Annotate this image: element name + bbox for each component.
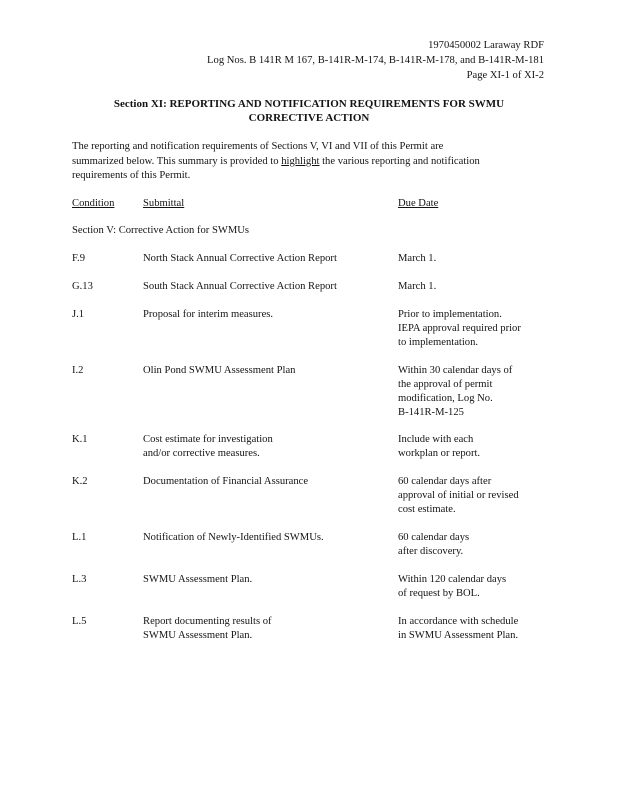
- column-header-condition: Condition: [72, 198, 115, 209]
- header-page-number: Page XI-1 of XI-2: [466, 70, 544, 81]
- row-submittal: [143, 252, 388, 266]
- due-date-line: cost estimate.: [398, 504, 456, 515]
- header-log-numbers: Log Nos. B 141R M 167, B-141R-M-174, B-141R-M-178, and B-141R-M-181: [207, 55, 544, 66]
- row-due-date: [398, 433, 548, 461]
- submittal-line: Report documenting results of: [143, 616, 272, 627]
- header-facility-id: 1970450002 Laraway RDF: [428, 40, 544, 51]
- row-due-date: [398, 475, 548, 517]
- row-due-date: [398, 573, 548, 601]
- row-submittal: [143, 433, 388, 461]
- intro-paragraph: [72, 140, 546, 184]
- intro-line-2: [72, 155, 546, 170]
- due-date-line: In accordance with schedule: [398, 616, 519, 627]
- row-due-date: [398, 308, 548, 350]
- due-date-line: the approval of permit: [398, 379, 493, 390]
- row-condition: I.2: [72, 365, 84, 376]
- row-condition: J.1: [72, 309, 85, 320]
- section-title-line-1: Section XI: REPORTING AND NOTIFICATION REQUIREMENTS FOR SWMU: [113, 98, 505, 110]
- column-header-submittal: Submittal: [143, 198, 185, 209]
- submittal-line: Proposal for interim measures.: [143, 309, 274, 320]
- submittal-line: SWMU Assessment Plan.: [143, 630, 253, 641]
- row-submittal: [143, 615, 388, 643]
- row-condition: L.5: [72, 616, 87, 627]
- due-date-line: of request by BOL.: [398, 588, 480, 599]
- row-submittal: [143, 308, 388, 322]
- intro-line-3: requirements of this Permit.: [72, 170, 191, 181]
- section-title-line-2: CORRECTIVE ACTION: [248, 112, 370, 124]
- submittal-line: Olin Pond SWMU Assessment Plan: [143, 365, 296, 376]
- column-header-due-date: Due Date: [398, 198, 439, 209]
- due-date-line: 60 calendar days after: [398, 476, 492, 487]
- row-due-date: [398, 615, 548, 643]
- due-date-line: approval of initial or revised: [398, 490, 519, 501]
- row-condition: K.2: [72, 476, 88, 487]
- page-header: [207, 38, 544, 83]
- due-date-line: Include with each: [398, 434, 474, 445]
- row-due-date: [398, 252, 548, 266]
- row-submittal: [143, 475, 388, 489]
- table-section-label: Section V: Corrective Action for SWMUs: [72, 225, 250, 236]
- intro-line-2-suffix: the various reporting and notification: [319, 155, 480, 167]
- submittal-line: SWMU Assessment Plan.: [143, 574, 253, 585]
- row-due-date: [398, 531, 548, 559]
- row-condition: K.1: [72, 434, 88, 445]
- due-date-line: workplan or report.: [398, 448, 481, 459]
- row-condition: G.13: [72, 281, 93, 292]
- due-date-line: in SWMU Assessment Plan.: [398, 630, 519, 641]
- row-submittal: [143, 573, 388, 587]
- due-date-line: B-141R-M-125: [398, 407, 464, 418]
- submittal-line: North Stack Annual Corrective Action Report: [143, 253, 337, 264]
- due-date-line: IEPA approval required prior: [398, 323, 521, 334]
- due-date-line: Within 120 calendar days: [398, 574, 507, 585]
- submittal-line: South Stack Annual Corrective Action Report: [143, 281, 337, 292]
- row-submittal: [143, 280, 388, 294]
- due-date-line: March 1.: [398, 281, 437, 292]
- row-submittal: [143, 364, 388, 378]
- row-submittal: [143, 531, 388, 545]
- row-due-date: [398, 364, 548, 420]
- due-date-line: 60 calendar days: [398, 532, 470, 543]
- submittal-line: and/or corrective measures.: [143, 448, 260, 459]
- intro-highlight-word: highlight: [281, 155, 320, 167]
- due-date-line: Prior to implementation.: [398, 309, 502, 320]
- row-condition: L.1: [72, 532, 87, 543]
- submittal-line: Documentation of Financial Assurance: [143, 476, 309, 487]
- due-date-line: Within 30 calendar days of: [398, 365, 513, 376]
- due-date-line: modification, Log No.: [398, 393, 493, 404]
- section-title: [72, 97, 546, 125]
- row-condition: L.3: [72, 574, 87, 585]
- submittal-line: Notification of Newly-Identified SWMUs.: [143, 532, 324, 543]
- due-date-line: March 1.: [398, 253, 437, 264]
- intro-line-1: The reporting and notification requirements of Sections V, VI and VII of this Permit are: [72, 141, 444, 152]
- row-due-date: [398, 280, 548, 294]
- intro-line-2-prefix: summarized below. This summary is provided to: [72, 155, 282, 167]
- submittal-line: Cost estimate for investigation: [143, 434, 273, 445]
- due-date-line: to implementation.: [398, 337, 479, 348]
- due-date-line: after discovery.: [398, 546, 464, 557]
- row-condition: F.9: [72, 253, 85, 264]
